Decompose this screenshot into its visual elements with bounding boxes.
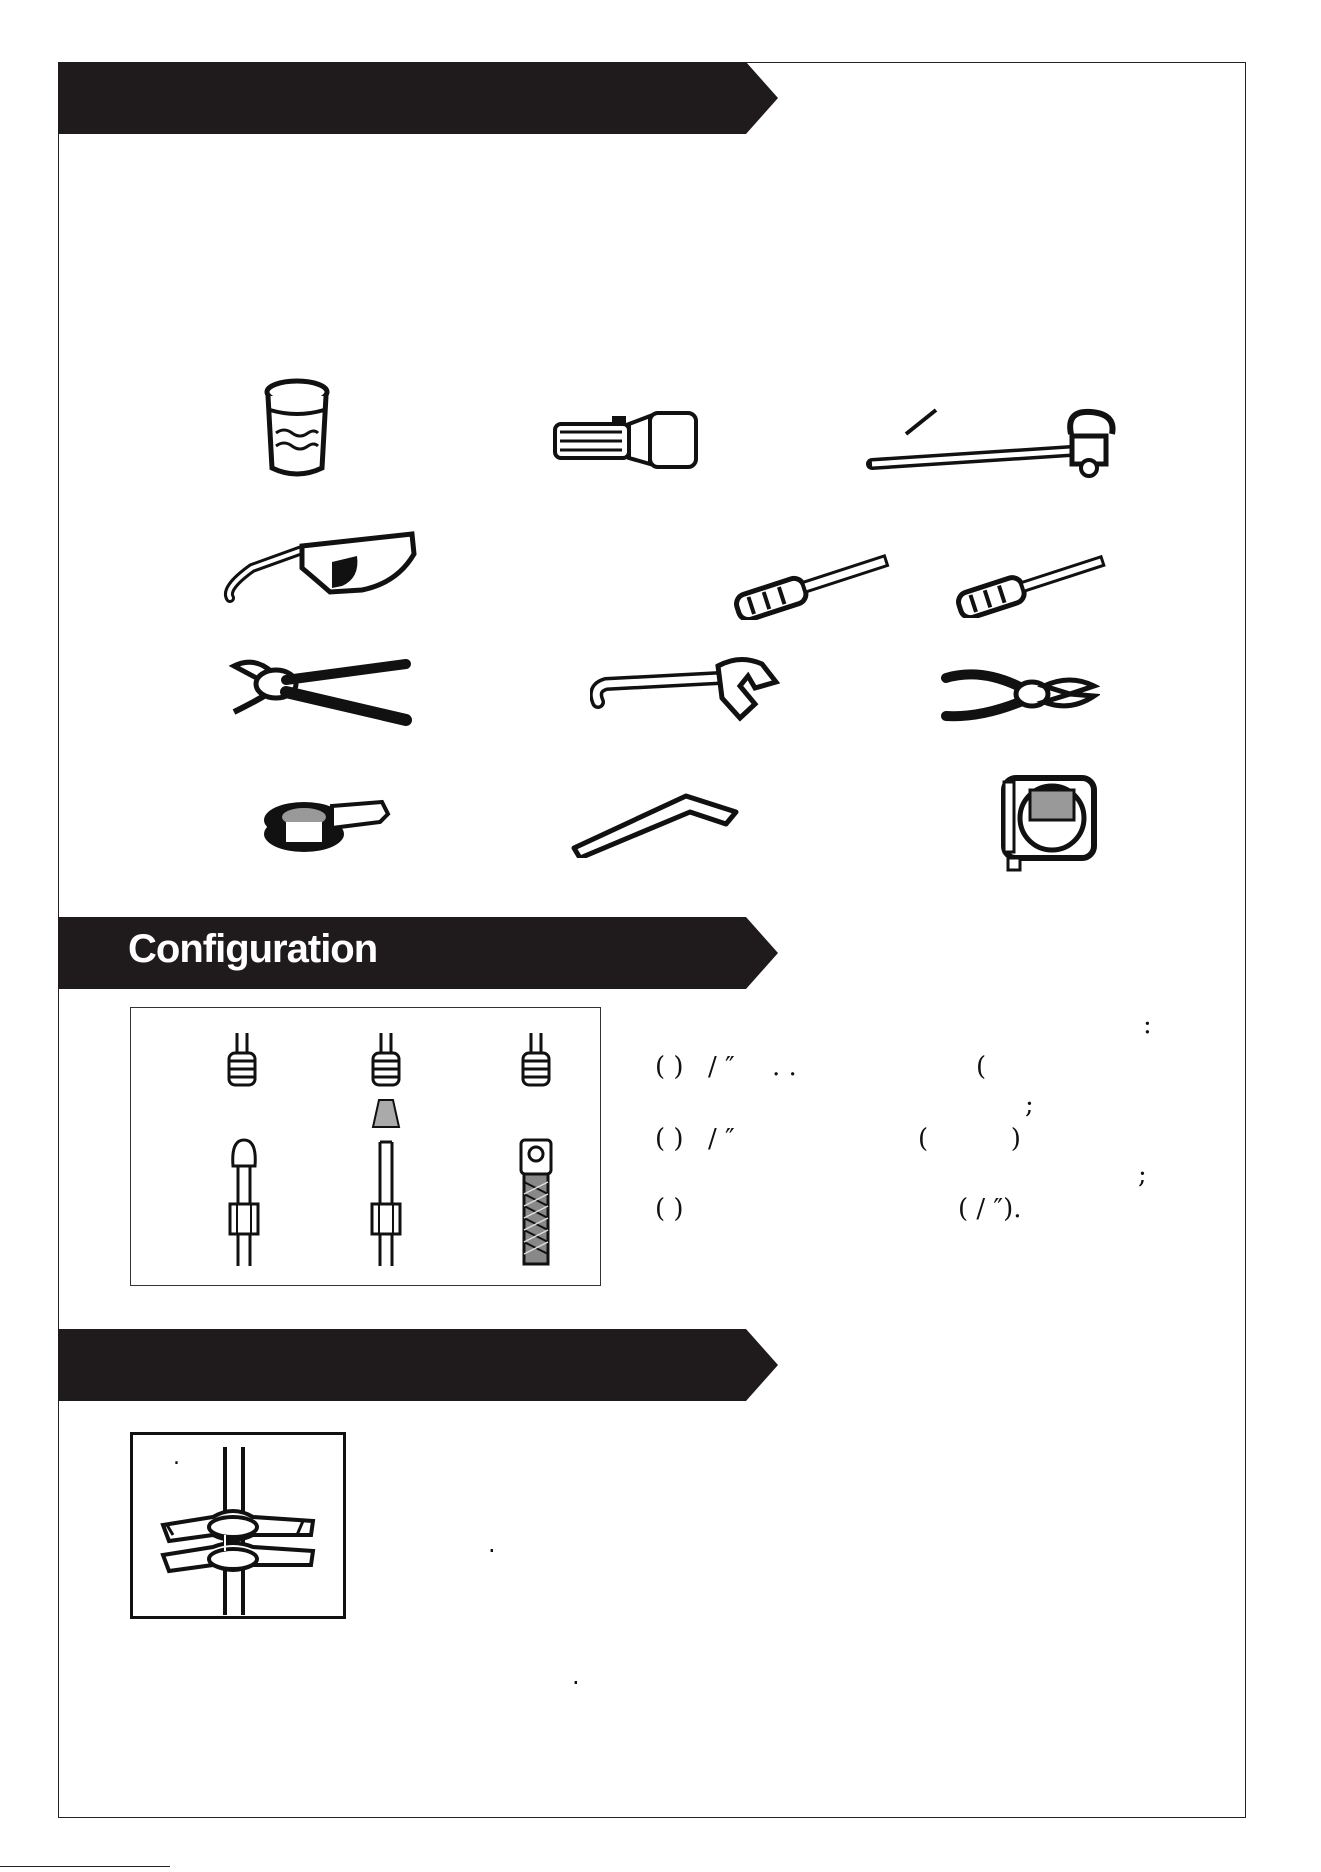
diagram-mark: . (173, 1445, 180, 1470)
text-mark: . (488, 1530, 496, 1558)
option-extra: . . (772, 1052, 797, 1082)
threaded-inlet-icon (521, 1033, 551, 1097)
tape-measure-icon (1000, 774, 1100, 878)
banner-arrow-shape (58, 62, 778, 134)
configuration-diagram (130, 1007, 601, 1286)
option-number: ( ) (655, 1124, 684, 1154)
footer-rule (0, 1866, 170, 1867)
flat-screwdriver-icon (950, 550, 1110, 622)
option-fraction: / ″ (708, 1052, 735, 1082)
channel-lock-pliers-icon (224, 652, 414, 736)
option-number: ( ) (655, 1194, 684, 1224)
options-colon: : (1143, 1010, 1152, 1040)
safety-glasses-icon (222, 528, 422, 612)
option-fraction: / ″ (708, 1124, 735, 1154)
option-paren: ( (976, 1052, 987, 1082)
text-mark: . (572, 1662, 580, 1690)
threaded-inlet-icon (227, 1033, 257, 1097)
cone-nut-connector-icon (227, 1136, 261, 1270)
plumbers-tape-icon (262, 784, 402, 862)
threaded-inlet-icon (371, 1033, 401, 1097)
option-paren: ( ) (918, 1124, 1021, 1154)
option-end: ; (1025, 1090, 1034, 1120)
option-end: ; (1138, 1160, 1147, 1190)
ferrule-icon (371, 1097, 401, 1135)
hex-key-icon (566, 786, 746, 862)
adjustable-wrench-icon (590, 652, 790, 728)
banner-arrow-shape (58, 1329, 778, 1401)
banner-title: Configuration (128, 927, 378, 971)
flashlight-icon (552, 410, 702, 474)
straight-tube-connector-icon (369, 1136, 403, 1270)
basin-wrench-icon (866, 404, 1126, 488)
braided-hose-icon (517, 1136, 555, 1270)
option-number: ( ) (655, 1052, 684, 1082)
shutoff-valve-diagram (130, 1432, 346, 1619)
phillips-screwdriver-icon (728, 552, 893, 624)
plumbers-putty-icon (262, 378, 332, 484)
option-paren: ( / ″). (958, 1194, 1022, 1224)
side-cutter-icon (940, 656, 1100, 732)
